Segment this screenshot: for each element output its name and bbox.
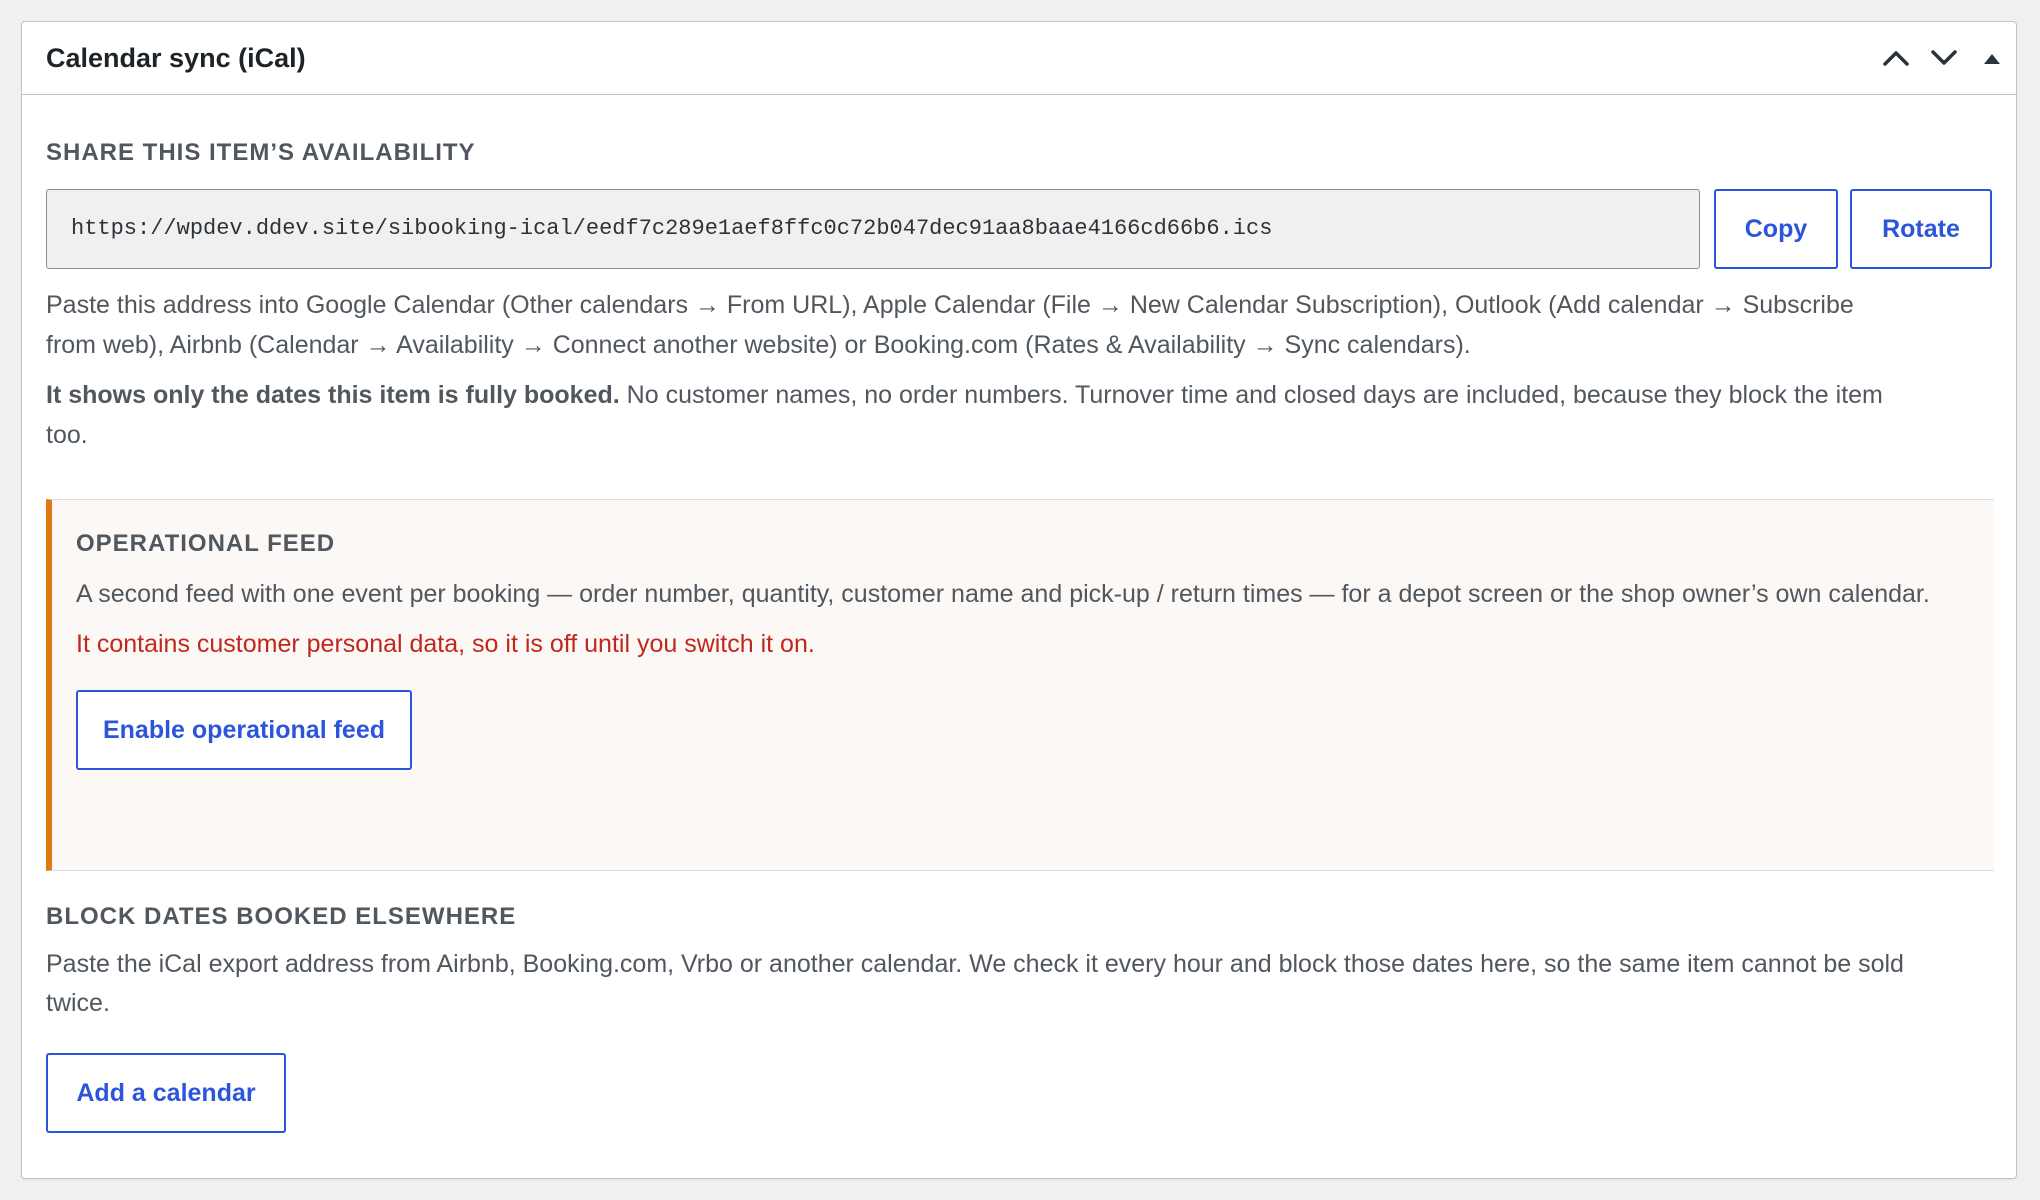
operational-feed-panel	[46, 499, 1994, 871]
handle-actions	[1872, 22, 2016, 94]
block-dates-heading: BLOCK DATES BOOKED ELSEWHERE	[46, 903, 517, 930]
enable-operational-feed-button[interactable]: Enable operational feed	[76, 690, 412, 770]
privacy-rest-text: No customer names, no order numbers. Turnover time and closed days are included, because they block the item too.	[46, 381, 1883, 449]
postbox-header	[22, 22, 2016, 95]
share-privacy-text	[46, 375, 1906, 455]
calendar-sync-postbox	[21, 21, 2017, 1179]
operational-feed-warning: It contains customer personal data, so it is off until you switch it on.	[76, 630, 815, 658]
postbox-title: Calendar sync (iCal)	[46, 42, 306, 73]
toggle-panel-button[interactable]	[1968, 22, 2016, 95]
share-help-text: Paste this address into Google Calendar (Other calendars → From URL), Apple Calendar (File → New Calendar Subscription), Outlook (Add calendar → Subscribe from web), Airbnb (Calendar → Availability → Connect another website) or Booking.com (Rates & Availability → Sync calendars).	[46, 291, 1854, 359]
triangle-up-icon	[1983, 51, 2001, 65]
feed-url-row	[46, 189, 1992, 269]
chevron-up-icon	[1882, 48, 1910, 68]
operational-feed-heading: OPERATIONAL FEED	[76, 530, 336, 557]
share-availability-heading: SHARE THIS ITEM’S AVAILABILITY	[46, 139, 476, 166]
rotate-button[interactable]: Rotate	[1850, 189, 1992, 269]
copy-button[interactable]: Copy	[1714, 189, 1838, 269]
chevron-down-icon	[1930, 48, 1958, 68]
move-down-button[interactable]	[1920, 22, 1968, 95]
block-dates-description: Paste the iCal export address from Airbnb, Booking.com, Vrbo or another calendar. We check it every hour and block those dates here, so the same item cannot be sold twice.	[46, 950, 1904, 1017]
postbox-inside	[22, 95, 2016, 1133]
add-calendar-button[interactable]: Add a calendar	[46, 1053, 286, 1133]
move-up-button[interactable]	[1872, 22, 1920, 95]
privacy-bold-text: It shows only the dates this item is fully booked.	[46, 381, 620, 409]
feed-url-field[interactable]: https://wpdev.ddev.site/sibooking-ical/eedf7c289e1aef8ffc0c72b047dec91aa8baae4166cd66b6.ics	[46, 189, 1700, 269]
operational-feed-description: A second feed with one event per booking — order number, quantity, customer name and pick-up / return times — for a depot screen or the shop owner’s own calendar.	[76, 580, 1930, 608]
